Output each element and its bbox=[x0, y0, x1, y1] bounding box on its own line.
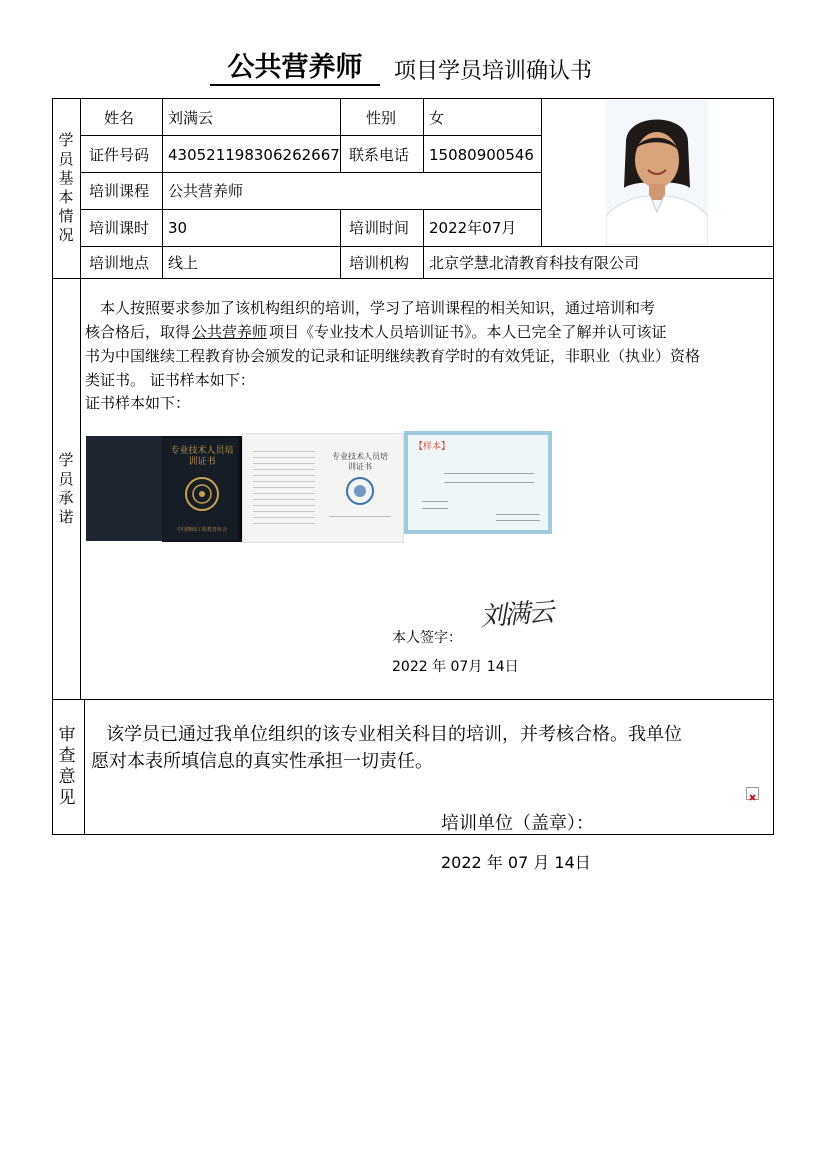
hours-value: 30 bbox=[168, 219, 188, 237]
phone-label: 联系电话 bbox=[349, 146, 410, 164]
id-value: 430521198306262667 bbox=[168, 146, 340, 164]
signature-label: 本人签字： bbox=[392, 630, 462, 646]
cert-inner-left-text bbox=[253, 446, 315, 526]
name-label: 姓名 bbox=[104, 109, 135, 127]
course-label: 培训课程 bbox=[89, 182, 150, 200]
cert-inner-title: 专业技术人员培训证书 bbox=[332, 452, 388, 471]
promise-course-underlined: 公共营养师 bbox=[192, 323, 268, 341]
promise-line-5: 证书样本如下： bbox=[85, 394, 191, 412]
cert-sample-tag: 【样本】 bbox=[414, 442, 451, 452]
cert-cover-title: 专业技术人员培训证书 bbox=[170, 446, 234, 467]
place-label: 培训地点 bbox=[89, 254, 150, 272]
review-line-2: 愿对本表所填信息的真实性承担一切责任。 bbox=[91, 751, 433, 772]
cert-sample-back-cover bbox=[86, 436, 162, 541]
promise-line-2-start: 核合格后，取得 bbox=[85, 323, 191, 341]
cert-emblem-icon bbox=[184, 476, 220, 512]
org-label: 培训机构 bbox=[349, 254, 410, 272]
section-label-basic: 学员基本情况 bbox=[58, 131, 74, 244]
phone-value: 15080900546 bbox=[429, 146, 534, 164]
cert-sample-sign-lines bbox=[422, 495, 448, 511]
name-value: 刘满云 bbox=[168, 109, 214, 127]
cert-sample-front-cover bbox=[162, 436, 242, 542]
cert-sample-lines bbox=[444, 465, 534, 487]
cert-sample-inner-pages bbox=[242, 433, 404, 543]
title-suffix: 项目学员培训确认书 bbox=[394, 59, 593, 84]
place-value: 线上 bbox=[168, 254, 199, 272]
id-label: 证件号码 bbox=[89, 146, 150, 164]
promise-line-4: 类证书。 证书样本如下： bbox=[85, 371, 255, 389]
review-line-1: 该学员已通过我单位组织的该专业相关科目的培训，并考核合格。我单位 bbox=[106, 724, 682, 745]
gender-label: 性别 bbox=[366, 109, 397, 127]
cert-cover-org: 中国继续工程教育协会 bbox=[176, 527, 227, 533]
course-value: 公共营养师 bbox=[168, 182, 244, 200]
id-photo bbox=[606, 100, 708, 245]
time-value: 2022年07月 bbox=[429, 219, 517, 237]
section-label-promise: 学员承诺 bbox=[58, 451, 74, 526]
promise-line-1: 本人按照要求参加了该机构组织的培训，学习了培训课程的相关知识，通过培训和考 bbox=[100, 299, 656, 317]
stamp-broken-image-icon bbox=[746, 787, 759, 800]
review-date: 2022 年 07 月 14日 bbox=[441, 853, 591, 872]
time-label: 培训时间 bbox=[349, 219, 410, 237]
cert-inner-emblem-icon bbox=[345, 476, 375, 506]
review-unit-label: 培训单位（盖章）： bbox=[441, 813, 594, 834]
promise-line-2-end: 项目《专业技术人员培训证书》。本人已完全了解并认可该证 bbox=[269, 323, 667, 341]
cert-sample-certificate bbox=[404, 431, 552, 534]
signature-handwritten: 刘满云 bbox=[479, 597, 554, 633]
title-course: 公共营养师 bbox=[210, 52, 380, 86]
org-value: 北京学慧北清教育科技有限公司 bbox=[429, 254, 640, 272]
section-label-review: 审查意见 bbox=[58, 725, 76, 808]
promise-line-2 bbox=[85, 321, 667, 344]
gender-value: 女 bbox=[429, 109, 445, 127]
hours-label: 培训课时 bbox=[89, 219, 150, 237]
promise-line-3: 书为中国继续工程教育协会颁发的记录和证明继续教育学时的有效凭证，非职业（执业）资格 bbox=[85, 347, 701, 365]
promise-date: 2022 年 07月 14日 bbox=[392, 659, 519, 675]
cert-sample-issuer-lines bbox=[496, 509, 540, 523]
